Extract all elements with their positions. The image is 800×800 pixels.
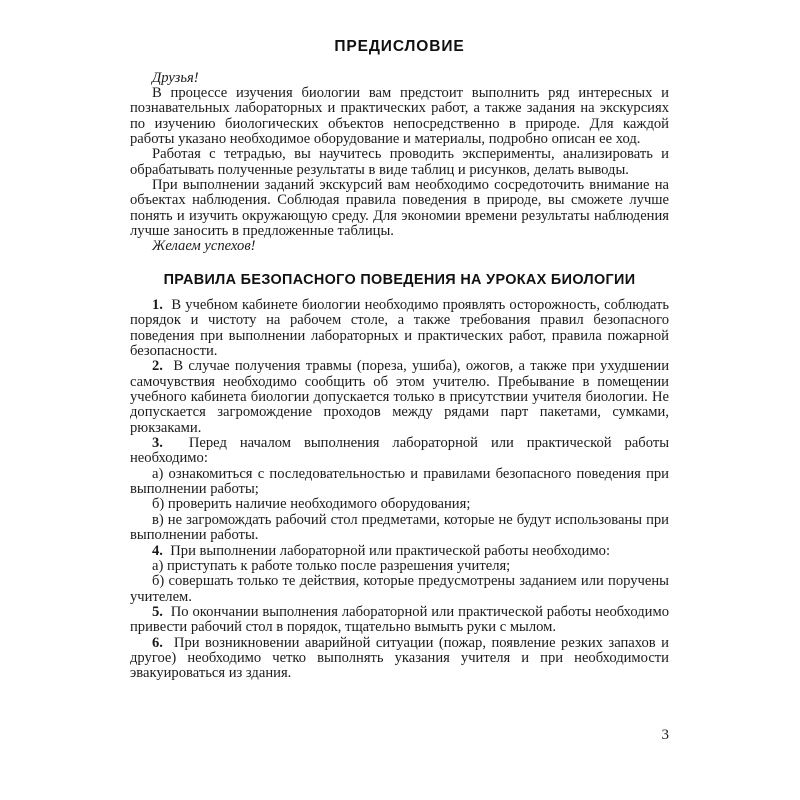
rule-text: В случае получения травмы (пореза, ушиба), ожогов, а также при ухудшении самочувствия необходимо сообщить об этом учителю. Пребывание в помещении учебного кабинета биологии допускается только в присутствии учителя биологии. Не допускается загромождение проходов между рядами парт пакетами, сумками, рюкзаками.: [130, 358, 670, 436]
rule-number: 4.: [152, 542, 167, 559]
rule-subitem: б) совершать только те действия, которые предусмотрены заданием или поручены учителем.: [130, 573, 669, 605]
rule-number: 6.: [152, 634, 169, 651]
rule-number: 5.: [152, 603, 167, 620]
rule-number: 2.: [152, 358, 169, 375]
rule-text: Перед началом выполнения лабораторной или практической работы необходимо:: [130, 435, 670, 467]
rule-subitem: в) не загромождать рабочий стол предметами, которые не будут использованы при выполнении работы.: [130, 511, 669, 544]
rule-number: 3.: [152, 435, 176, 452]
rule-item: [130, 359, 669, 436]
rule-text: При выполнении лабораторной или практической работы необходимо:: [170, 542, 611, 559]
rule-item: [130, 298, 669, 359]
rule-text: В учебном кабинете биологии необходимо проявлять осторожность, соблюдать порядок и чистоту на рабочем столе, а также требования правил безопасного поведения при выполнении лабораторных и практических работ, правила пожарной безопасности.: [130, 297, 669, 360]
preface-paragraph-3: При выполнении заданий экскурсий вам необходимо сосредоточить внимание на объектах наблюдения. Соблюдая правила поведения в природе, вы сможете лучше понять и изучить окружающую среду. Для экономии времени результаты наблюдения лучше заносить в предложенные таблицы.: [130, 177, 669, 240]
section-title-safety-rules: ПРАВИЛА БЕЗОПАСНОГО ПОВЕДЕНИЯ НА УРОКАХ БИОЛОГИИ: [163, 271, 636, 288]
rule-text: При возникновении аварийной ситуации (пожар, появление резких запахов и другое) необходимо четко выполнять указания учителя и при необходимости эвакуироваться из здания.: [130, 634, 669, 682]
page-title: ПРЕДИСЛОВИЕ: [334, 38, 465, 55]
rule-item: [130, 544, 669, 559]
text-column: [130, 38, 669, 682]
preface-closing: Желаем успехов!: [152, 238, 256, 255]
rule-text: По окончании выполнения лабораторной или практической работы необходимо привести рабочий стол в порядок, тщательно вымыть руки с мылом.: [130, 603, 669, 636]
rule-subitem: а) ознакомиться с последовательностью и правилами безопасного поведения при выполнении работы;: [130, 465, 669, 498]
rule-number: 1.: [152, 297, 168, 313]
preface-paragraph-2: Работая с тетрадью, вы научитесь проводить эксперименты, анализировать и обрабатывать полученные результаты в виде таблиц и рисунков, делать выводы.: [130, 146, 669, 178]
rule-item: [130, 636, 669, 682]
page-number: 3: [661, 727, 669, 743]
preface-paragraph-1: В процессе изучения биологии вам предстоит выполнить ряд интересных и познавательных лабораторных и практических работ, а также задания на экскурсиях по изучению биологических объектов непосредственно в природе. Для каждой работы указано необходимое оборудование и материалы, подробно описан ее ход.: [130, 84, 669, 147]
preface-salutation: Друзья!: [152, 69, 199, 86]
rule-item: [130, 436, 669, 467]
rule-subitem: б) проверить наличие необходимого оборудования;: [152, 496, 471, 513]
rule-item: [130, 605, 669, 636]
rule-subitem: а) приступать к работе только после разрешения учителя;: [152, 557, 511, 574]
